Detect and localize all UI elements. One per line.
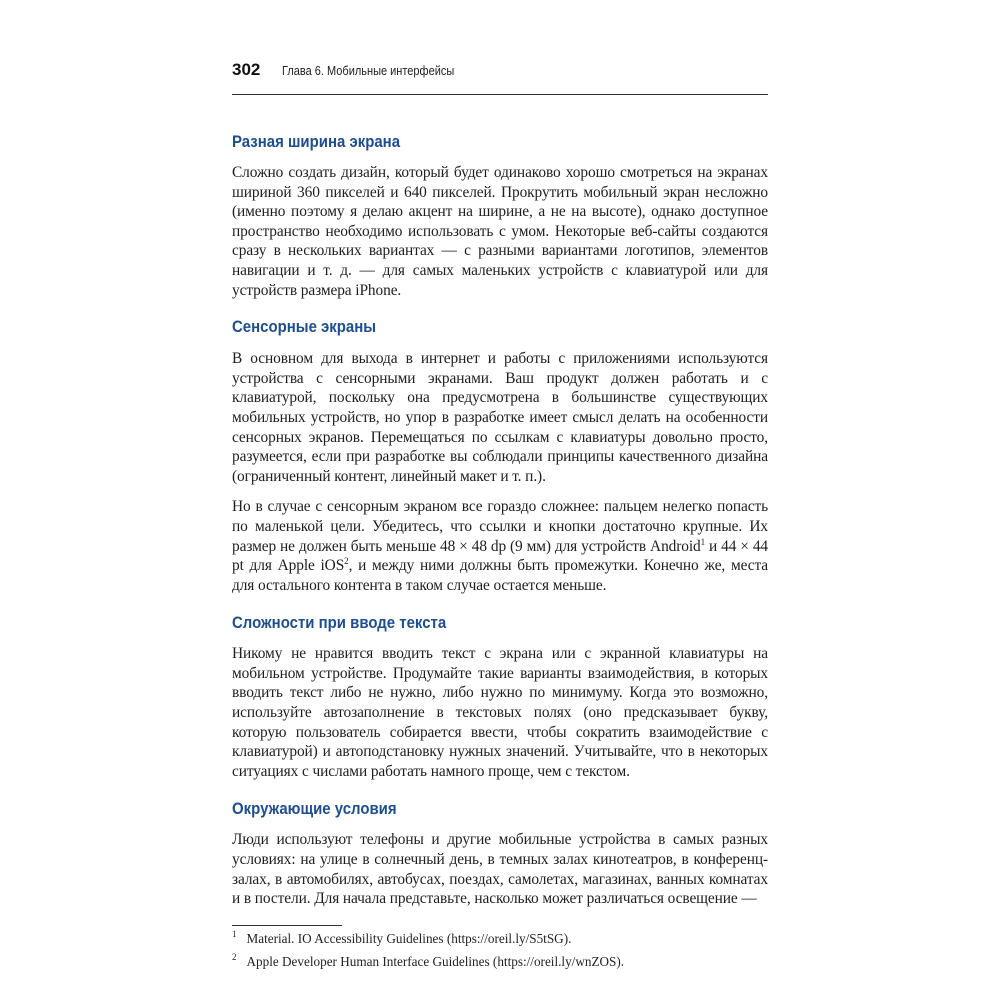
- footnote-text: Apple Developer Human Interface Guidelines (https://oreil.ly/wnZOS).: [246, 953, 625, 969]
- footnote-number: 2: [232, 952, 237, 963]
- page-number: 302: [232, 60, 261, 79]
- paragraph-text-part: , и между ними должны быть промежутки. Конечно же, места для остального контента в таком случае остается меньше.: [232, 557, 768, 594]
- footnote-text: Material. IO Accessibility Guidelines (https://oreil.ly/S5tSG).: [246, 930, 572, 946]
- paragraph-touch-screens-2: [232, 497, 768, 595]
- paragraph-environment: Люди используют телефоны и другие мобильные устройства в самых разных условиях: на улице в солнечный день, в темных залах кинотеатров, в конференц-залах, в автомобилях, автобусах, поездах, самолетах, магазинах, ванных комнатах и в постели. Для начала представьте, насколько может различаться освещение —: [232, 831, 768, 908]
- section-heading-text-input: Сложности при вводе текста: [232, 613, 447, 633]
- paragraph-touch-screens-1: В основном для выхода в интернет и работы с приложениями используются устройства с сенсорными экранами. Ваш продукт должен работать и с клавиатурой, поскольку она предусмотрена в большинстве существующих мобильных устройств, но упор в разработке имеет смысл делать на особенности сенсорных экранов. Перемещаться по ссылкам с клавиатуры довольно просто, разумеется, если при разработке вы соблюдали принципы качественного дизайна (ограниченный контент, линейный макет и т. п.).: [232, 350, 768, 485]
- book-page: [232, 60, 768, 970]
- footnote-1: [232, 930, 768, 947]
- footnote-ref-1: 1: [700, 536, 706, 547]
- paragraph-text-part: и 44 × 44 pt для Apple iOS: [232, 537, 769, 575]
- section-heading-screen-width: Разная ширина экрана: [232, 132, 401, 151]
- section-heading-touch-screens: Сенсорные экраны: [232, 317, 377, 337]
- section-heading-environment: Окружающие условия: [232, 799, 397, 819]
- paragraph-text-part: Но в случае с сенсорным экраном все гораздо сложнее: пальцем нелегко попасть по маленькой цели. Убедитесь, что ссылки и кнопки достаточно крупные. Их размер не должен быть меньше 48 × 48 dp (9 мм) для устройств Android: [232, 498, 768, 555]
- running-title: Глава 6. Мобильные интерфейсы: [282, 64, 455, 78]
- footnote-2: [232, 953, 768, 970]
- footnote-number: 1: [232, 929, 237, 940]
- page-header: [232, 60, 768, 95]
- footnote-divider: [232, 925, 342, 926]
- paragraph-text-input: Никому не нравится вводить текст с экрана или с экранной клавиатуры на мобильном устройстве. Продумайте такие варианты взаимодействия, в которых вводить текст либо не нужно, либо нужно по минимуму. Когда это возможно, используйте автозаполнение в текстовых полях (оно предсказывает букву, которую пользователь собирается ввести, чтобы сократить взаимодействие с клавиатурой) и автоподстановку нужных значений. Учитывайте, что в некоторых ситуациях с числами работать намного проще, чем с текстом.: [232, 645, 768, 780]
- footnote-ref-2: 2: [344, 555, 349, 566]
- paragraph-screen-width: Сложно создать дизайн, который будет одинаково хорошо смотреться на экранах шириной 360 пикселей и 640 пикселей. Прокрутить мобильный экран несложно (именно поэтому я делаю акцент на ширине, а не на высоте), однако доступное пространство необходимо использовать с умом. Некоторые веб-сайты создаются сразу в нескольких вариантах — с разными вариантами логотипов, элементов навигации и т. д. — для самых маленьких устройств с клавиатурой или для устройств размера iPhone.: [232, 164, 768, 299]
